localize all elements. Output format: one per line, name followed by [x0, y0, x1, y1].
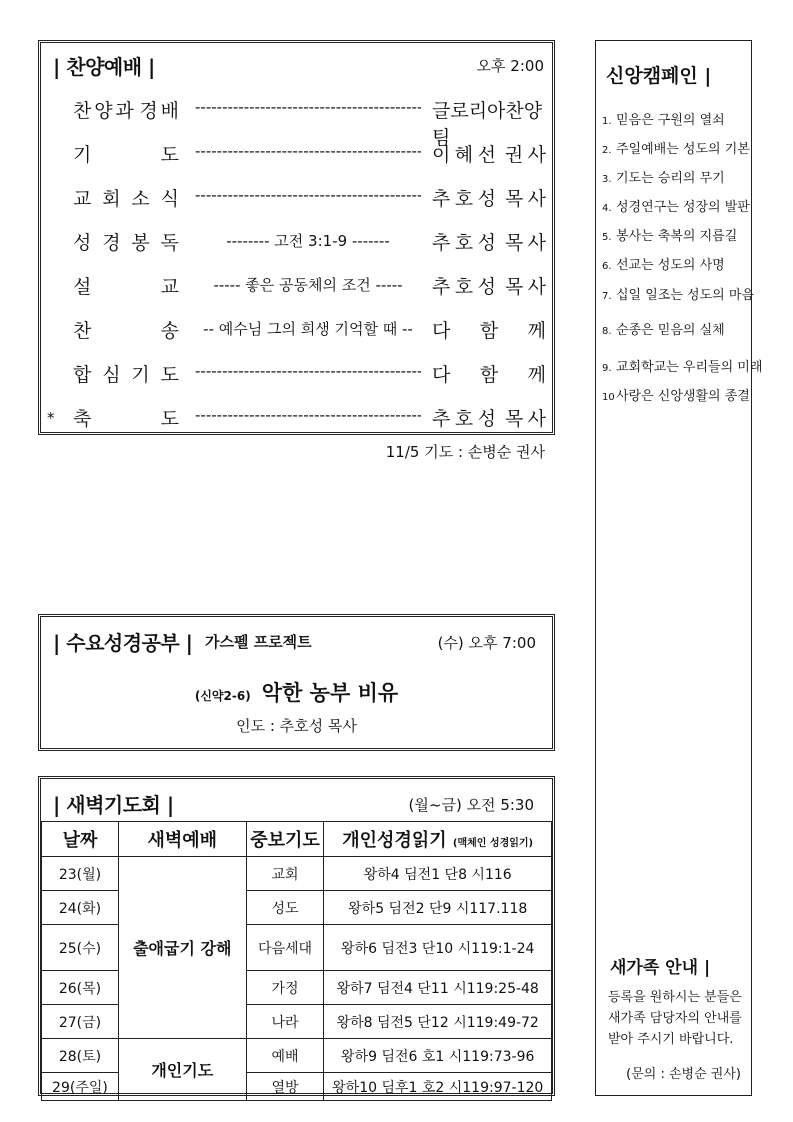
worship-item-leader — [432, 316, 546, 343]
campaign-item-number: 10 — [602, 392, 615, 403]
table-row — [42, 971, 552, 1005]
campaign-item-number: 9. — [602, 363, 612, 374]
worship-item-detail — [195, 186, 421, 204]
worship-time: 오후 2:00 — [476, 57, 544, 75]
campaign-item-text: 사랑은 신앙생활의 종결 — [616, 389, 750, 404]
dawn-prayer-box — [38, 776, 555, 1096]
campaign-item — [602, 196, 750, 215]
date-cell: 28(토) — [42, 1039, 119, 1073]
leader-char: 추 — [432, 188, 451, 210]
name-char: 기 — [73, 144, 92, 166]
leader-char: 호 — [454, 232, 474, 254]
reading-cell: 왕하5 딤전2 단9 시117.118 — [324, 891, 552, 925]
name-char: 성 — [73, 232, 92, 254]
name-char: 도 — [160, 364, 179, 386]
date-cell: 23(월) — [42, 857, 119, 891]
leader-char: 께 — [527, 364, 546, 386]
campaign-item — [602, 138, 750, 157]
leader-char: 목 — [504, 188, 524, 210]
col-header-intercession: 중보기도 — [246, 822, 324, 857]
worship-row — [41, 269, 552, 299]
name-char: 봉 — [131, 232, 150, 254]
newfamily-contact: (문의 : 손병순 권사) — [626, 1067, 741, 1082]
leader-char: 혜 — [454, 144, 474, 166]
table-row — [42, 1039, 552, 1073]
worship-item-detail — [195, 142, 421, 160]
wednesday-time: (수) 오후 7:00 — [437, 634, 536, 652]
table-row — [42, 1005, 552, 1039]
name-char: 소 — [131, 188, 150, 210]
worship-row — [41, 225, 552, 255]
table-row — [42, 1073, 552, 1101]
campaign-item — [602, 385, 750, 404]
date-cell: 27(금) — [42, 1005, 119, 1039]
prayer-note: 11/5 기도 : 손병순 권사 — [385, 443, 545, 461]
campaign-item-number: 6. — [602, 261, 612, 272]
name-char: 합 — [73, 364, 92, 386]
campaign-item — [602, 167, 725, 186]
worship-item-detail: -- 예수님 그의 희생 기억할 때 -- — [203, 320, 413, 338]
name-char: 교 — [73, 188, 92, 210]
worship-item-name — [73, 228, 179, 255]
date-cell: 25(수) — [42, 925, 119, 971]
date-cell: 26(목) — [42, 971, 119, 1005]
campaign-item-number: 4. — [602, 203, 612, 214]
worship-item-leader — [432, 228, 546, 255]
worship-row — [41, 357, 552, 387]
campaign-item-text: 주일예배는 성도의 기본 — [616, 142, 750, 157]
campaign-item-number: 8. — [602, 326, 612, 337]
campaign-item — [602, 319, 725, 338]
reading-cell: 왕하10 딤후1 호2 시119:97-120 — [324, 1073, 552, 1101]
campaign-item — [602, 356, 762, 375]
worship-order-box — [38, 40, 555, 435]
leader-char: 께 — [527, 320, 546, 342]
service-cell: 출애굽기 강해 — [118, 857, 246, 1039]
worship-row — [41, 137, 552, 167]
wednesday-topic-line — [41, 677, 552, 707]
campaign-item-text: 성경연구는 성장의 발판 — [616, 200, 750, 215]
campaign-item-number: 5. — [602, 232, 612, 243]
intercession-cell: 성도 — [246, 891, 324, 925]
name-char: 찬 — [73, 100, 92, 122]
leader-char: 성 — [477, 408, 496, 430]
date-cell: 29(주일) — [42, 1073, 119, 1101]
reading-cell: 왕하8 딤전5 단12 시119:49-72 — [324, 1005, 552, 1039]
date-cell: 24(화) — [42, 891, 119, 925]
worship-item-name — [73, 316, 179, 343]
campaign-item-text: 순종은 믿음의 실체 — [616, 323, 725, 338]
reading-cell: 왕하9 딤전6 호1 시119:73-96 — [324, 1039, 552, 1073]
name-char: 교 — [160, 276, 179, 298]
worship-row — [41, 93, 552, 149]
leader-char: 호 — [454, 276, 474, 298]
worship-item-leader — [432, 272, 546, 299]
worship-item-detail: ----- 좋은 공동체의 조건 ----- — [213, 276, 403, 294]
wednesday-topic: 악한 농부 비유 — [261, 681, 399, 705]
reading-header-label: 개인성경읽기 — [342, 830, 447, 851]
leader-char: 추 — [432, 408, 451, 430]
leader-char: 사 — [527, 188, 546, 210]
campaign-item-number: 2. — [602, 145, 612, 156]
campaign-item-number: 3. — [602, 174, 612, 185]
name-char: 찬 — [73, 320, 92, 342]
campaign-item-text: 봉사는 축복의 지름길 — [616, 229, 738, 244]
leader-char: 호 — [454, 408, 474, 430]
intercession-cell: 교회 — [246, 857, 324, 891]
worship-item-leader — [432, 140, 546, 167]
leader-char: 성 — [477, 188, 496, 210]
leader-char: 추 — [432, 276, 451, 298]
col-header-reading — [324, 822, 552, 857]
service-cell: 개인기도 — [118, 1039, 246, 1101]
name-char: 도 — [160, 408, 179, 430]
leader-char: 목 — [504, 408, 524, 430]
worship-item-name — [73, 360, 179, 387]
table-row — [42, 857, 552, 891]
worship-row — [41, 401, 552, 431]
name-char: 도 — [160, 144, 179, 166]
campaign-item-number: 7. — [602, 291, 612, 302]
campaign-item-text: 믿음은 구원의 열쇠 — [616, 113, 725, 128]
name-char: 심 — [102, 364, 121, 386]
table-row — [42, 925, 552, 971]
leader-char: 선 — [477, 144, 496, 166]
worship-item-name — [73, 184, 179, 211]
wednesday-subtitle: 가스펠 프로젝트 — [205, 633, 312, 651]
campaign-item — [602, 254, 725, 273]
leader-char: 사 — [527, 408, 546, 430]
worship-row — [41, 313, 552, 343]
leader-char: 사 — [527, 144, 546, 166]
campaign-item-text: 십일 일조는 성도의 마음 — [616, 288, 754, 303]
dawn-title: | 새벽기도회 | — [53, 793, 174, 817]
wednesday-leader: 인도 : 추호성 목사 — [236, 717, 357, 735]
worship-item-detail — [195, 406, 421, 424]
name-char: 독 — [160, 232, 179, 254]
worship-item-detail: -------- 고전 3:1-9 ------- — [226, 232, 390, 250]
dawn-table-body — [42, 857, 552, 1101]
leader-char: 성 — [477, 276, 496, 298]
leader-char: 권 — [504, 144, 524, 166]
name-char: 축 — [73, 408, 92, 430]
leader-char: 목 — [504, 276, 524, 298]
name-char: 식 — [160, 188, 179, 210]
worship-item-name — [73, 140, 179, 167]
worship-item-leader — [432, 404, 546, 431]
campaign-item — [602, 225, 737, 244]
row-marker: * — [47, 409, 55, 427]
table-row — [42, 891, 552, 925]
worship-item-name — [73, 96, 179, 123]
intercession-cell: 가정 — [246, 971, 324, 1005]
name-char: 경 — [102, 232, 121, 254]
campaign-item-text: 기도는 승리의 무기 — [616, 171, 725, 186]
intercession-cell: 열방 — [246, 1073, 324, 1101]
campaign-item-text: 교회학교는 우리들의 미래 — [616, 360, 763, 375]
name-char: 기 — [131, 364, 150, 386]
worship-title: | 찬양예배 | — [53, 55, 155, 79]
name-char: 과 — [115, 100, 134, 122]
intercession-cell: 예배 — [246, 1039, 324, 1073]
col-header-date: 날짜 — [42, 822, 119, 857]
worship-item-name — [73, 404, 179, 431]
campaign-title: 신앙캠페인 | — [606, 65, 712, 87]
campaign-item-text: 선교는 성도의 사명 — [616, 258, 725, 273]
table-header-row — [42, 822, 552, 857]
worship-item-leader — [432, 184, 546, 211]
name-char: 양 — [94, 100, 113, 122]
leader-char: 이 — [432, 144, 451, 166]
name-char: 송 — [160, 320, 179, 342]
campaign-sidebar — [595, 40, 763, 1096]
leader-char: 호 — [454, 188, 474, 210]
dawn-time: (월~금) 오전 5:30 — [408, 796, 534, 814]
leader-char: 목 — [504, 232, 524, 254]
worship-item-leader — [432, 360, 546, 387]
reading-cell: 왕하4 딤전1 단8 시116 — [324, 857, 552, 891]
reading-header-note: (맥체인 성경읽기) — [452, 838, 534, 849]
reading-cell: 왕하7 딤전4 단11 시119:25-48 — [324, 971, 552, 1005]
name-char: 설 — [73, 276, 92, 298]
worship-item-detail — [195, 362, 421, 380]
worship-item-name — [73, 272, 179, 299]
wednesday-ref: (신약2-6) — [194, 689, 251, 703]
newfamily-body: 등록을 원하시는 분들은 새가족 담당자의 안내를 받아 주시기 바랍니다. — [608, 990, 742, 1047]
campaign-item — [602, 109, 725, 128]
name-char: 회 — [102, 188, 121, 210]
leader-char: 다 — [432, 364, 451, 386]
worship-row — [41, 181, 552, 211]
campaign-item — [602, 284, 754, 303]
leader-char: 글로리아찬양팀 — [432, 100, 543, 149]
intercession-cell: 다음세대 — [246, 925, 324, 971]
dawn-schedule-table — [41, 821, 552, 1101]
leader-char: 추 — [432, 232, 451, 254]
campaign-item-number: 1. — [602, 116, 612, 127]
wednesday-study-box — [38, 614, 555, 751]
col-header-service: 새벽예배 — [118, 822, 246, 857]
leader-char: 함 — [479, 320, 499, 342]
wednesday-title: | 수요성경공부 | — [53, 631, 193, 655]
reading-cell: 왕하6 딤전3 단10 시119:1-24 — [324, 925, 552, 971]
leader-char: 함 — [479, 364, 499, 386]
leader-char: 다 — [432, 320, 451, 342]
name-char: 배 — [160, 100, 179, 122]
newfamily-title: 새가족 안내 | — [610, 958, 711, 978]
name-char: 경 — [139, 100, 158, 122]
leader-char: 사 — [527, 276, 546, 298]
intercession-cell: 나라 — [246, 1005, 324, 1039]
worship-item-detail — [195, 98, 421, 116]
leader-char: 성 — [477, 232, 496, 254]
leader-char: 사 — [527, 232, 546, 254]
